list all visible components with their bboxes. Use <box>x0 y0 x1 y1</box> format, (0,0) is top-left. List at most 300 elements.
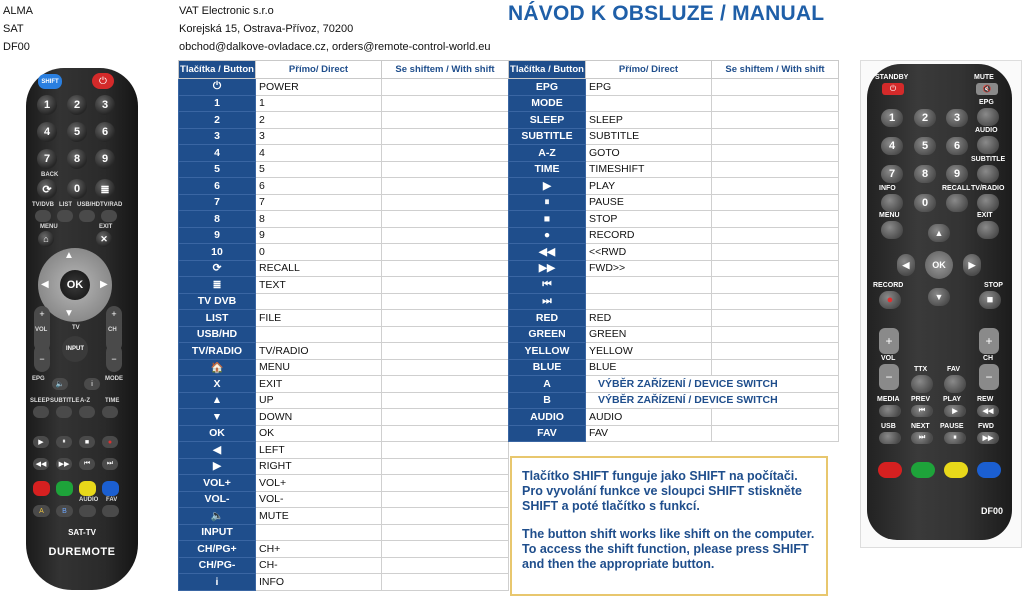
epg-button[interactable] <box>977 108 999 126</box>
fav-button[interactable] <box>102 505 119 517</box>
mute-icon: 🔇 <box>982 86 992 93</box>
direct-cell: PAUSE <box>586 194 712 211</box>
direct-cell: GREEN <box>586 326 712 343</box>
shift-cell <box>712 359 839 376</box>
shift-cell <box>712 293 839 310</box>
shift-cell <box>712 425 839 442</box>
digit-3-button[interactable]: 3 <box>946 109 968 127</box>
shift-cell <box>382 557 509 574</box>
ch-minus-button[interactable]: − <box>106 344 122 372</box>
table-row <box>179 95 509 112</box>
ok-button[interactable]: OK <box>925 251 953 279</box>
table-row <box>509 128 839 145</box>
exit-button[interactable] <box>96 231 112 247</box>
stop-icon: ■ <box>84 438 90 446</box>
ttx-button[interactable] <box>911 375 933 393</box>
exit-label: EXIT <box>99 224 113 230</box>
epg-label: EPG <box>979 99 994 106</box>
rewind-button[interactable] <box>33 458 49 470</box>
ok-button[interactable]: OK <box>60 270 90 300</box>
table-row <box>179 491 509 508</box>
fwd-button[interactable] <box>977 432 999 444</box>
direct-cell: 5 <box>256 161 382 178</box>
next-button[interactable] <box>102 458 118 470</box>
button-cell: AUDIO <box>509 409 586 426</box>
direct-cell: SUBTITLE <box>586 128 712 145</box>
pause-icon: ⏸ <box>62 438 66 445</box>
record-button[interactable] <box>879 291 901 309</box>
a-button[interactable]: A <box>33 505 50 517</box>
button-cell: 🔈 <box>179 508 256 525</box>
direct-cell <box>586 95 712 112</box>
standby-label: STANDBY <box>875 74 909 81</box>
menu-button[interactable] <box>881 221 903 239</box>
blue-button[interactable] <box>977 462 1001 478</box>
right-arrow-icon[interactable]: ▶ <box>100 279 108 290</box>
button-cell: CH/PG- <box>179 557 256 574</box>
button-cell: X <box>179 376 256 393</box>
prev-label: PREV <box>911 396 931 403</box>
table-row <box>509 425 839 442</box>
shift-cell <box>382 343 509 360</box>
vol-minus-button[interactable]: − <box>34 344 50 372</box>
green-button[interactable] <box>911 462 935 478</box>
button-cell: 2 <box>179 112 256 129</box>
digit-5-button[interactable]: 5 <box>914 137 936 155</box>
direct-cell: VOL- <box>256 491 382 508</box>
digit-5-button[interactable]: 5 <box>67 122 87 142</box>
direct-cell: DOWN <box>256 409 382 426</box>
button-cell: B <box>509 392 586 409</box>
button-cell: ⟳ <box>179 260 256 277</box>
digit-2-button[interactable]: 2 <box>914 109 936 127</box>
right-button[interactable] <box>963 254 981 276</box>
shift-cell <box>382 277 509 294</box>
header-button: Tlačítka / Button <box>509 61 586 79</box>
subtitle-label: SUBTITLE <box>50 398 80 404</box>
tvrad-button[interactable] <box>101 210 117 222</box>
direct-cell: RED <box>586 310 712 327</box>
remote-original <box>867 64 1012 540</box>
shift-cell <box>712 326 839 343</box>
usb-label: USB <box>881 423 896 430</box>
next-label: NEXT <box>911 423 930 430</box>
vol-label: VOL <box>881 355 896 362</box>
usb-button[interactable] <box>879 432 901 444</box>
down-button[interactable] <box>928 288 950 306</box>
shift-cell <box>712 128 839 145</box>
direct-cell: POWER <box>256 79 382 96</box>
shift-cell <box>712 194 839 211</box>
audio-button[interactable] <box>977 136 999 154</box>
power-icon: ⏻ <box>889 84 897 93</box>
digit-9-button[interactable]: 9 <box>95 149 115 169</box>
company-info <box>179 2 491 56</box>
table-row <box>179 392 509 409</box>
record-button[interactable] <box>102 436 118 448</box>
direct-cell <box>256 326 382 343</box>
button-cell: ⏮ <box>509 277 586 294</box>
digit-1-button[interactable]: 1 <box>881 109 903 127</box>
b-button[interactable]: B <box>56 505 73 517</box>
button-cell: ⏻ <box>179 79 256 96</box>
up-arrow-icon[interactable]: ▲ <box>64 250 74 261</box>
company-name: VAT Electronic s.r.o <box>179 5 274 17</box>
button-cell: BLUE <box>509 359 586 376</box>
digit-0-button[interactable]: 0 <box>914 194 936 212</box>
digit-8-button[interactable]: 8 <box>67 149 87 169</box>
button-cell: SLEEP <box>509 112 586 129</box>
left-arrow-icon[interactable]: ◀ <box>41 279 49 290</box>
rew-button[interactable] <box>977 405 999 417</box>
digit-2-button[interactable]: 2 <box>67 95 87 115</box>
recall-label: RECALL <box>942 185 971 192</box>
direct-cell: AUDIO <box>586 409 712 426</box>
text-icon: ≣ <box>100 183 110 196</box>
tvdvb-button[interactable] <box>35 210 51 222</box>
usbhd-label: USB/HD <box>77 202 101 208</box>
subtitle-label: SUBTITLE <box>971 156 1006 163</box>
table-row <box>179 508 509 525</box>
time-label: TIME <box>105 398 120 404</box>
button-cell: i <box>179 574 256 591</box>
digit-0-button[interactable]: 0 <box>67 179 87 199</box>
shift-cell <box>712 178 839 195</box>
shift-cell <box>382 359 509 376</box>
shift-cell <box>382 260 509 277</box>
pause-button[interactable] <box>56 436 72 448</box>
vol-plus-button[interactable]: + <box>34 306 50 352</box>
button-cell: ▶ <box>509 178 586 195</box>
shift-cell <box>382 326 509 343</box>
shift-cell <box>712 112 839 129</box>
yellow-button[interactable] <box>944 462 968 478</box>
table-row <box>179 425 509 442</box>
table-row <box>179 376 509 393</box>
shift-cell <box>712 95 839 112</box>
mute-button[interactable] <box>52 378 68 390</box>
table-row <box>509 392 839 409</box>
table-row <box>179 326 509 343</box>
table-row <box>179 359 509 376</box>
vol-minus-button[interactable]: − <box>879 364 899 390</box>
direct-cell: LEFT <box>256 442 382 459</box>
direct-cell: VOL+ <box>256 475 382 492</box>
table-row <box>509 326 839 343</box>
table-row <box>509 178 839 195</box>
home-icon: ⌂ <box>43 234 49 244</box>
back-button[interactable] <box>37 179 57 199</box>
red-button[interactable] <box>33 481 50 496</box>
stop-label: STOP <box>984 282 1003 289</box>
button-cell: EPG <box>509 79 586 96</box>
company-emails: obchod@dalkove-ovladace.cz, orders@remote-control-world.eu <box>179 41 491 53</box>
yellow-button[interactable] <box>79 481 96 496</box>
shift-cell <box>382 491 509 508</box>
table-row <box>509 227 839 244</box>
direct-cell: RIGHT <box>256 458 382 475</box>
shift-cell <box>712 227 839 244</box>
remote-duremote <box>26 68 138 590</box>
shift-cell <box>382 79 509 96</box>
info-label: INFO <box>879 185 896 192</box>
shift-cell <box>382 574 509 591</box>
table-row <box>179 112 509 129</box>
direct-cell: BLUE <box>586 359 712 376</box>
text-button[interactable] <box>95 179 115 199</box>
shift-cell <box>382 425 509 442</box>
up-arrow-icon: ▲ <box>934 228 944 238</box>
table-row <box>179 574 509 591</box>
button-cell: 1 <box>179 95 256 112</box>
media-button[interactable] <box>879 405 901 417</box>
play-button[interactable] <box>944 405 966 417</box>
direct-cell: CH- <box>256 557 382 574</box>
direct-cell: 1 <box>256 95 382 112</box>
shift-cell <box>382 145 509 162</box>
direct-cell: 7 <box>256 194 382 211</box>
shift-cell <box>712 277 839 294</box>
up-button[interactable] <box>928 224 950 242</box>
info-button[interactable] <box>881 194 903 212</box>
rewind-icon: ◀◀ <box>35 461 47 468</box>
input-button[interactable]: INPUT <box>62 336 88 362</box>
play-button[interactable] <box>33 436 49 448</box>
shift-cell <box>382 128 509 145</box>
direct-cell: GOTO <box>586 145 712 162</box>
button-cell: USB/HD <box>179 326 256 343</box>
shift-cell <box>382 244 509 261</box>
table-row <box>179 211 509 228</box>
forward-icon: ▶▶ <box>58 461 70 468</box>
table-row <box>179 79 509 96</box>
digit-6-button[interactable]: 6 <box>946 137 968 155</box>
stop-icon: ■ <box>986 294 994 306</box>
prev-button[interactable] <box>911 405 933 417</box>
company-address: Korejská 15, Ostrava-Přívoz, 70200 <box>179 23 354 35</box>
exit-button[interactable] <box>977 221 999 239</box>
list-label: LIST <box>59 202 72 208</box>
pause-icon: ⏸ <box>953 434 957 441</box>
table-row <box>179 244 509 261</box>
blue-button[interactable] <box>102 481 119 496</box>
right-arrow-icon: ▶ <box>968 259 976 270</box>
stop-button[interactable] <box>79 436 95 448</box>
vol-plus-button[interactable]: + <box>879 328 899 354</box>
button-cell: YELLOW <box>509 343 586 360</box>
shift-cell <box>382 161 509 178</box>
remote-model-label: SAT-TV <box>68 528 96 537</box>
info-button[interactable]: i <box>84 378 100 390</box>
table-row <box>179 178 509 195</box>
digit-7-button[interactable]: 7 <box>881 165 903 183</box>
button-cell: 4 <box>179 145 256 162</box>
direct-cell: RECALL <box>256 260 382 277</box>
left-arrow-icon: ◀ <box>902 259 910 270</box>
button-cell: ▼ <box>179 409 256 426</box>
button-cell: SUBTITLE <box>509 128 586 145</box>
mute-button[interactable] <box>976 83 998 95</box>
direct-cell: 3 <box>256 128 382 145</box>
table-row <box>179 277 509 294</box>
digit-3-button[interactable]: 3 <box>95 95 115 115</box>
ch-plus-button[interactable]: + <box>979 328 999 354</box>
digit-1-button[interactable]: 1 <box>37 95 57 115</box>
header-button: Tlačítka / Button <box>179 61 256 79</box>
table-row <box>509 112 839 129</box>
button-cell: 9 <box>179 227 256 244</box>
button-cell: ● <box>509 227 586 244</box>
button-cell: TV DVB <box>179 293 256 310</box>
direct-cell: MENU <box>256 359 382 376</box>
shift-cell <box>382 392 509 409</box>
table-row <box>179 227 509 244</box>
button-cell: 3 <box>179 128 256 145</box>
recall-icon: ⟳ <box>42 183 52 196</box>
time-button[interactable] <box>102 406 118 418</box>
green-button[interactable] <box>56 481 73 496</box>
shift-cell <box>712 211 839 228</box>
shift-cell <box>382 95 509 112</box>
prev-icon: ⏮ <box>83 460 91 467</box>
direct-cell: 4 <box>256 145 382 162</box>
tvradio-button[interactable] <box>977 194 999 212</box>
shift-cell <box>382 442 509 459</box>
button-cell: RED <box>509 310 586 327</box>
shift-cell <box>382 409 509 426</box>
shift-button[interactable]: SHIFT <box>38 74 62 89</box>
next-icon: ⏭ <box>106 460 114 467</box>
menu-button[interactable] <box>38 231 54 247</box>
button-cell: INPUT <box>179 524 256 541</box>
digit-7-button[interactable]: 7 <box>37 149 57 169</box>
standby-button[interactable] <box>882 83 904 95</box>
vol-label: VOL <box>35 327 48 333</box>
direct-cell <box>256 293 382 310</box>
digit-4-button[interactable]: 4 <box>37 122 57 142</box>
shift-note <box>510 456 828 596</box>
table-row <box>509 277 839 294</box>
shift-cell <box>382 227 509 244</box>
forward-button[interactable] <box>56 458 72 470</box>
pause-button[interactable] <box>944 432 966 444</box>
shift-note-en: The button shift works like shift on the computer. To access the shift function, please press SHIFT and then the appropriate button. <box>522 527 815 571</box>
play-icon: ▶ <box>952 408 958 415</box>
list-button[interactable] <box>57 210 73 222</box>
digit-4-button[interactable]: 4 <box>881 137 903 155</box>
button-cell: TV/RADIO <box>179 343 256 360</box>
stop-button[interactable] <box>979 291 1001 309</box>
table-row <box>179 541 509 558</box>
fav-label: FAV <box>106 497 118 503</box>
subtitle-button[interactable] <box>56 406 72 418</box>
table-row <box>179 145 509 162</box>
speaker-icon: 🔈 <box>55 381 65 388</box>
prev-button[interactable] <box>79 458 95 470</box>
direct-cell: STOP <box>586 211 712 228</box>
power-button[interactable] <box>92 73 114 89</box>
button-cell: A-Z <box>509 145 586 162</box>
menu-label: MENU <box>879 212 900 219</box>
audio-label: AUDIO <box>79 497 99 503</box>
ch-minus-button[interactable]: − <box>979 364 999 390</box>
button-cell: 8 <box>179 211 256 228</box>
digit-9-button[interactable]: 9 <box>946 165 968 183</box>
direct-cell <box>586 293 712 310</box>
direct-cell: TEXT <box>256 277 382 294</box>
fav-button[interactable] <box>944 375 966 393</box>
button-cell: ≣ <box>179 277 256 294</box>
button-cell: ▲ <box>179 392 256 409</box>
direct-cell: <<RWD <box>586 244 712 261</box>
shift-cell <box>712 343 839 360</box>
shift-cell <box>382 376 509 393</box>
subtitle-button[interactable] <box>977 165 999 183</box>
button-cell: ◀ <box>179 442 256 459</box>
red-button[interactable] <box>878 462 902 478</box>
tvradio-label: TV/RADIO <box>971 185 1005 192</box>
table-row <box>179 161 509 178</box>
tvdvb-label: TV/DVB <box>32 202 55 208</box>
direct-cell: 2 <box>256 112 382 129</box>
table-row <box>179 442 509 459</box>
direct-cell: MUTE <box>256 508 382 525</box>
direct-cell: FILE <box>256 310 382 327</box>
button-cell: 🏠 <box>179 359 256 376</box>
button-cell: 7 <box>179 194 256 211</box>
ch-plus-button[interactable]: + <box>106 306 122 352</box>
table-row <box>509 194 839 211</box>
az-button[interactable] <box>79 406 95 418</box>
next-button[interactable] <box>911 432 933 444</box>
direct-cell: EXIT <box>256 376 382 393</box>
table-row <box>509 260 839 277</box>
az-label: A-Z <box>80 398 90 404</box>
rewind-icon: ◀◀ <box>982 408 994 415</box>
audio-button[interactable] <box>79 505 96 517</box>
button-cell: CH/PG+ <box>179 541 256 558</box>
page-title: NÁVOD K OBSLUZE / MANUAL <box>508 2 825 25</box>
digit-8-button[interactable]: 8 <box>914 165 936 183</box>
direct-cell: 6 <box>256 178 382 195</box>
direct-cell <box>586 277 712 294</box>
model-line-alma: ALMA <box>3 5 33 17</box>
ttx-label: TTX <box>914 366 928 373</box>
header-direct: Přímo/ Direct <box>586 61 712 79</box>
button-cell: FAV <box>509 425 586 442</box>
shift-note-cz: Tlačítko SHIFT funguje jako SHIFT na počítači. Pro vyvolání funkce ve sloupci SHIFT stiskněte SHIFT a poté tlačítko s funkcí. <box>522 469 802 513</box>
button-cell: GREEN <box>509 326 586 343</box>
down-arrow-icon[interactable]: ▼ <box>64 308 74 319</box>
mode-label: MODE <box>105 376 123 382</box>
direct-cell: OK <box>256 425 382 442</box>
direct-cell: CH+ <box>256 541 382 558</box>
shift-cell <box>712 260 839 277</box>
shift-cell <box>382 508 509 525</box>
table-row <box>509 343 839 360</box>
direct-cell: YELLOW <box>586 343 712 360</box>
table-row <box>509 409 839 426</box>
button-cell: LIST <box>179 310 256 327</box>
table-row <box>509 95 839 112</box>
table-row <box>509 310 839 327</box>
left-button[interactable] <box>897 254 915 276</box>
sleep-button[interactable] <box>33 406 49 418</box>
button-cell: MODE <box>509 95 586 112</box>
digit-6-button[interactable]: 6 <box>95 122 115 142</box>
usbhd-button[interactable] <box>79 210 95 222</box>
recall-button[interactable] <box>946 194 968 212</box>
